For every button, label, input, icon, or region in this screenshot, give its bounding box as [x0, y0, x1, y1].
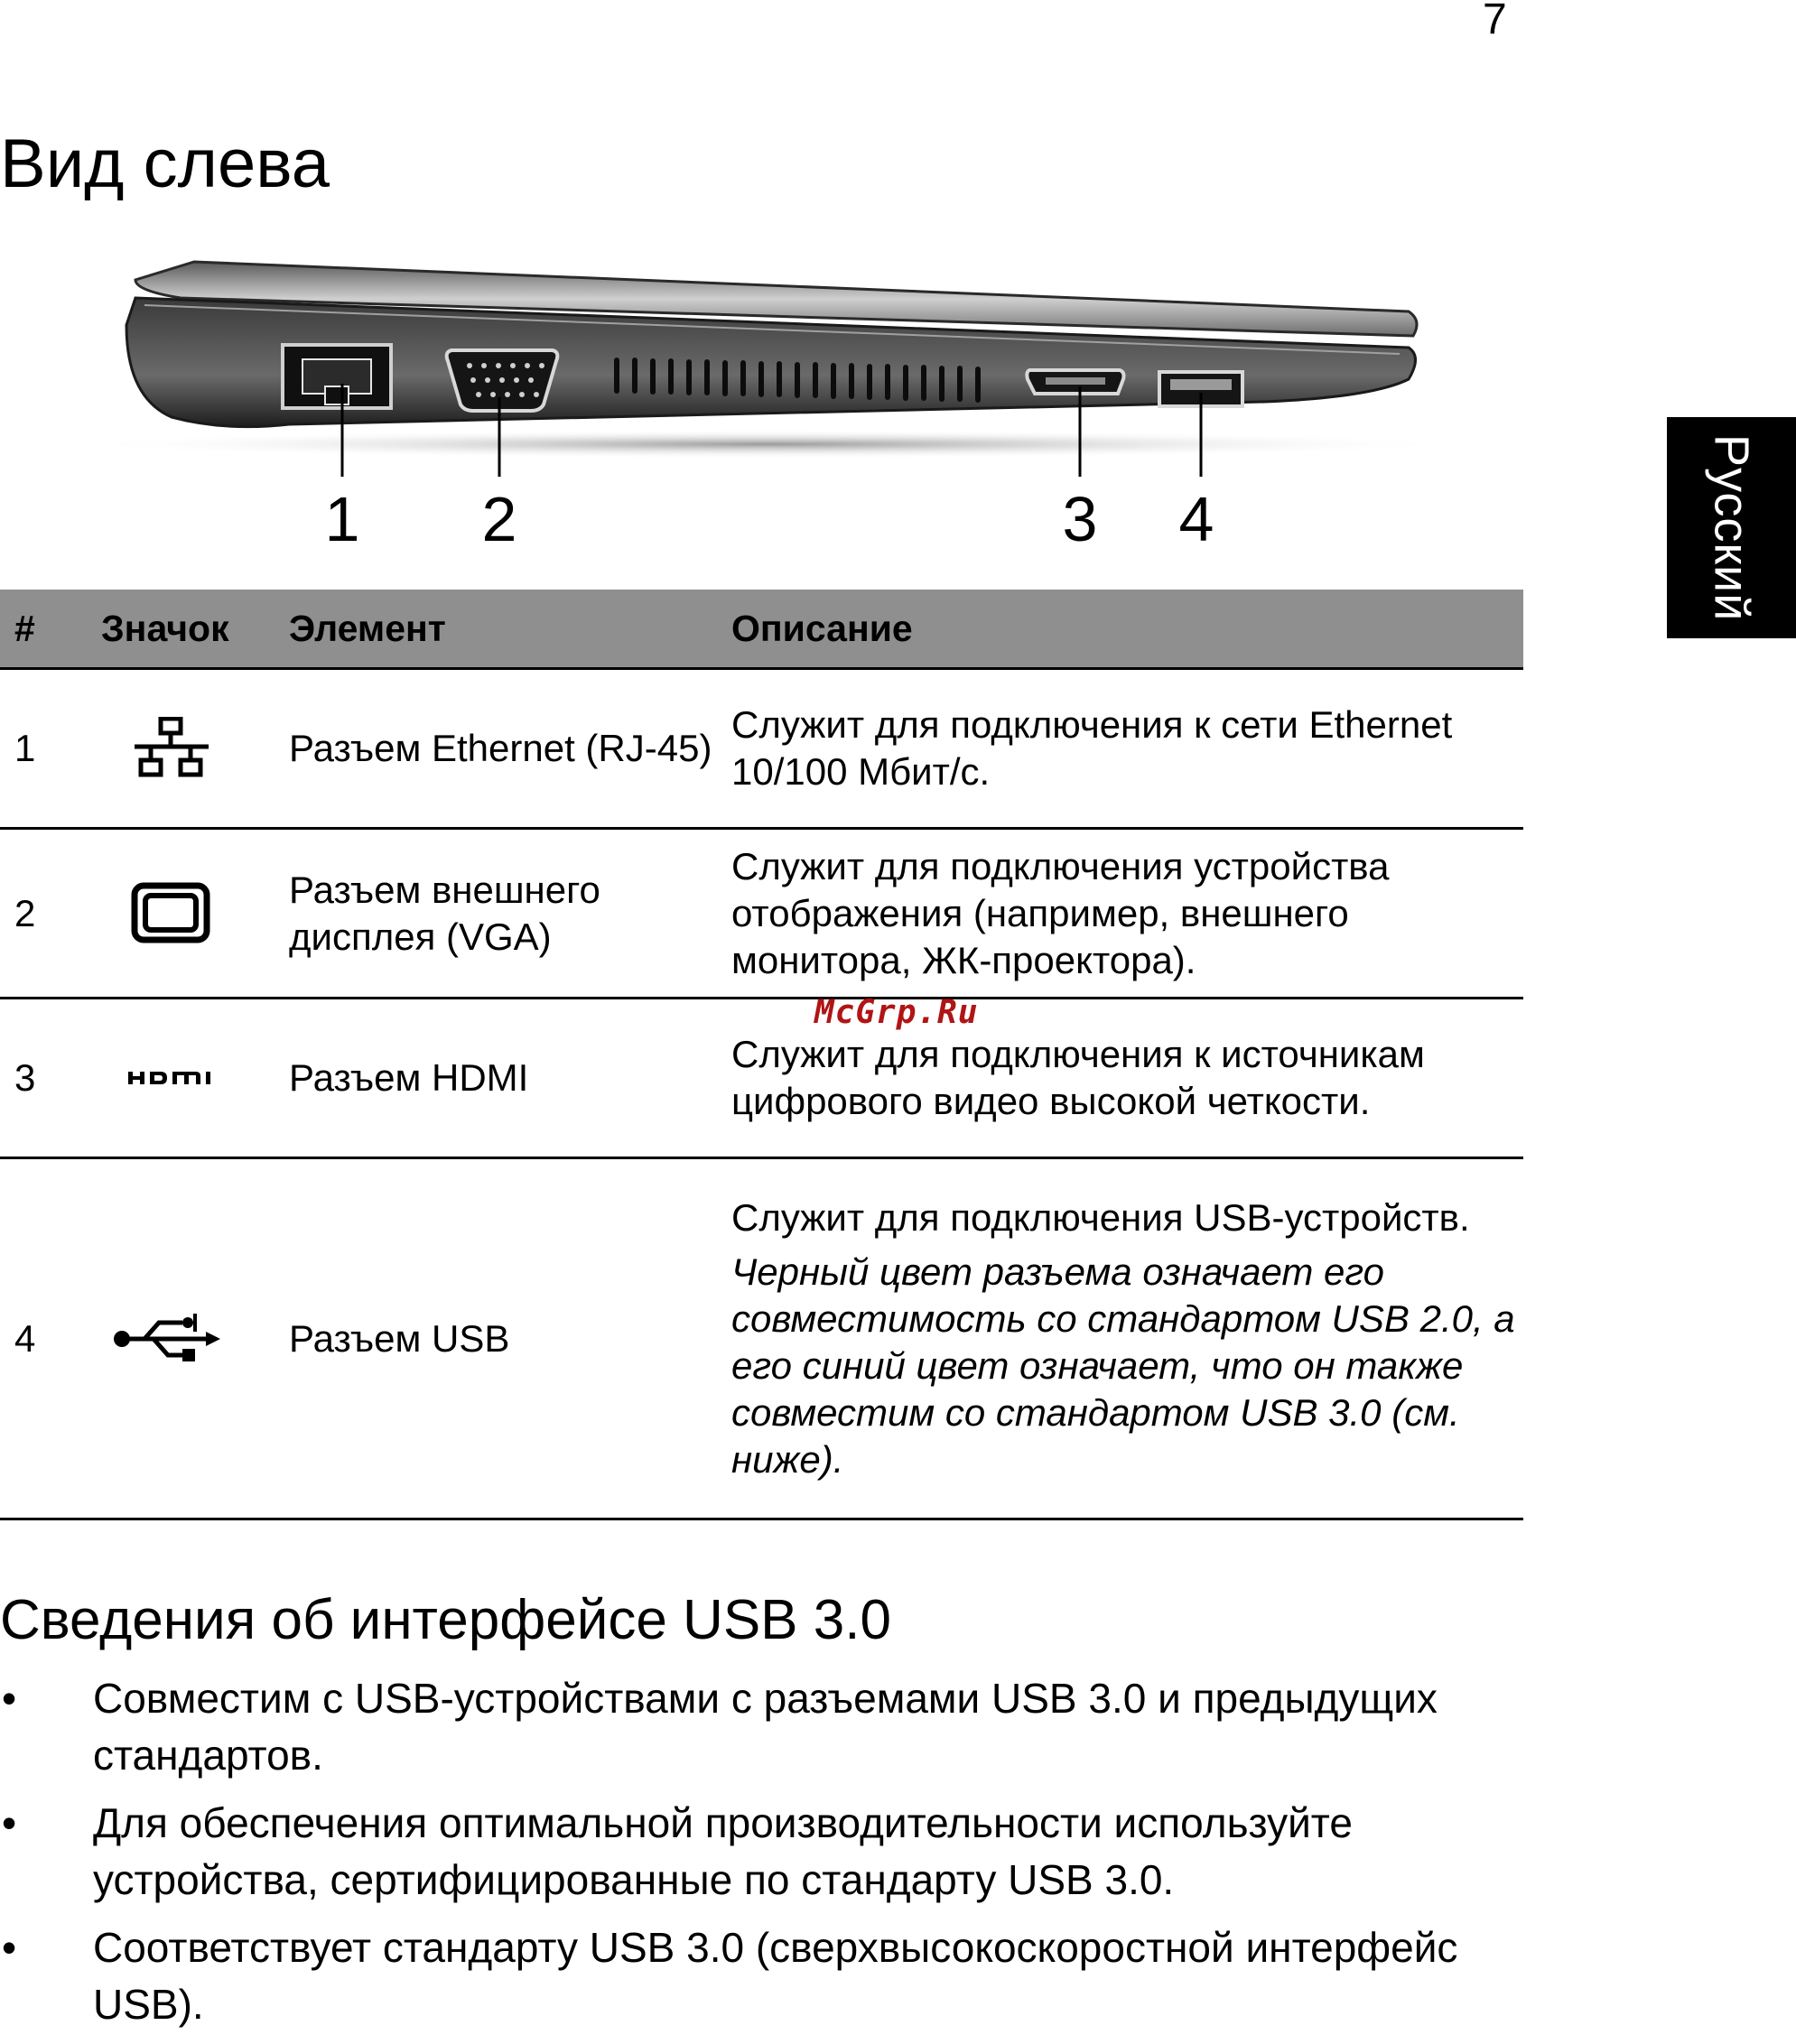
bullet: •	[2, 1799, 17, 1846]
icon-cell	[101, 1158, 289, 1519]
row-element: Разъем Ethernet (RJ-45)	[289, 669, 731, 829]
header-description: Описание	[731, 590, 1523, 669]
list-item	[0, 1795, 1535, 1909]
bullet: •	[2, 1675, 17, 1722]
table-header-row	[0, 590, 1523, 669]
usb-info-list	[0, 1670, 1535, 2044]
table-row	[0, 669, 1523, 829]
row-description-text: Служит для подключения устройства отображения (например, внешнего монитора, ЖК-проектора).	[731, 844, 1390, 981]
row-element: Разъем HDMI	[289, 999, 731, 1158]
watermark: McGrp.Ru	[814, 994, 979, 1031]
row-description	[731, 669, 1523, 829]
icon-cell	[101, 669, 289, 829]
laptop-left-side-illustration	[0, 244, 1481, 488]
header-num: #	[0, 590, 101, 669]
usb-section-title: Сведения об интерфейсе USB 3.0	[0, 1589, 891, 1651]
section-title: Вид слева	[0, 125, 330, 202]
row-description	[731, 1158, 1523, 1519]
row-num: 3	[0, 999, 101, 1158]
list-item-text: Совместим с USB-устройствами с разъемами USB 3.0 и предыдущих стандартов.	[93, 1675, 1438, 1779]
row-description-text: Служит для подключения к сети Ethernet 10/100 Мбит/с.	[731, 703, 1453, 793]
callout-4: 4	[1178, 484, 1214, 554]
header-element: Элемент	[289, 590, 731, 669]
row-element: Разъем USB	[289, 1158, 731, 1519]
row-num: 1	[0, 669, 101, 829]
callout-2: 2	[481, 484, 517, 554]
row-element: Разъем внешнего дисплея (VGA)	[289, 829, 731, 999]
hdmi-logo-icon	[128, 1069, 215, 1087]
language-tab-label: Русский	[1704, 433, 1759, 622]
callout-3: 3	[1062, 484, 1098, 554]
row-num: 4	[0, 1158, 101, 1519]
row-description-text: Служит для подключения USB-устройств.	[731, 1195, 1470, 1239]
list-item	[0, 1919, 1535, 2033]
list-item-text: Соответствует стандарту USB 3.0 (сверхвысокоскоростной интерфейс USB).	[93, 1924, 1458, 2028]
header-icon: Значок	[101, 590, 289, 669]
row-description-note: Черный цвет разъема означает его совместимость со стандартом USB 2.0, а его синий цвет означает, что он также совместим со стандартом USB 3.0 (см. ниже).	[731, 1250, 1515, 1481]
icon-cell	[101, 999, 289, 1158]
table-row	[0, 829, 1523, 999]
callout-1: 1	[324, 484, 360, 554]
row-num: 2	[0, 829, 101, 999]
ports-table	[0, 590, 1523, 1520]
bullet: •	[2, 1924, 17, 1971]
usb-icon	[112, 1310, 224, 1368]
list-item-text: Для обеспечения оптимальной производительности используйте устройства, сертифицированные по стандарту USB 3.0.	[93, 1799, 1353, 1903]
list-item	[0, 1670, 1535, 1784]
row-description-text: Служит для подключения к источникам цифрового видео высокой четкости.	[731, 1033, 1425, 1122]
table-row	[0, 999, 1523, 1158]
vga-display-icon	[131, 882, 212, 945]
icon-cell	[101, 829, 289, 999]
row-description	[731, 829, 1523, 999]
ethernet-network-icon	[131, 717, 212, 780]
page-number: 7	[1483, 0, 1507, 43]
language-tab	[1667, 417, 1796, 638]
table-row	[0, 1158, 1523, 1519]
